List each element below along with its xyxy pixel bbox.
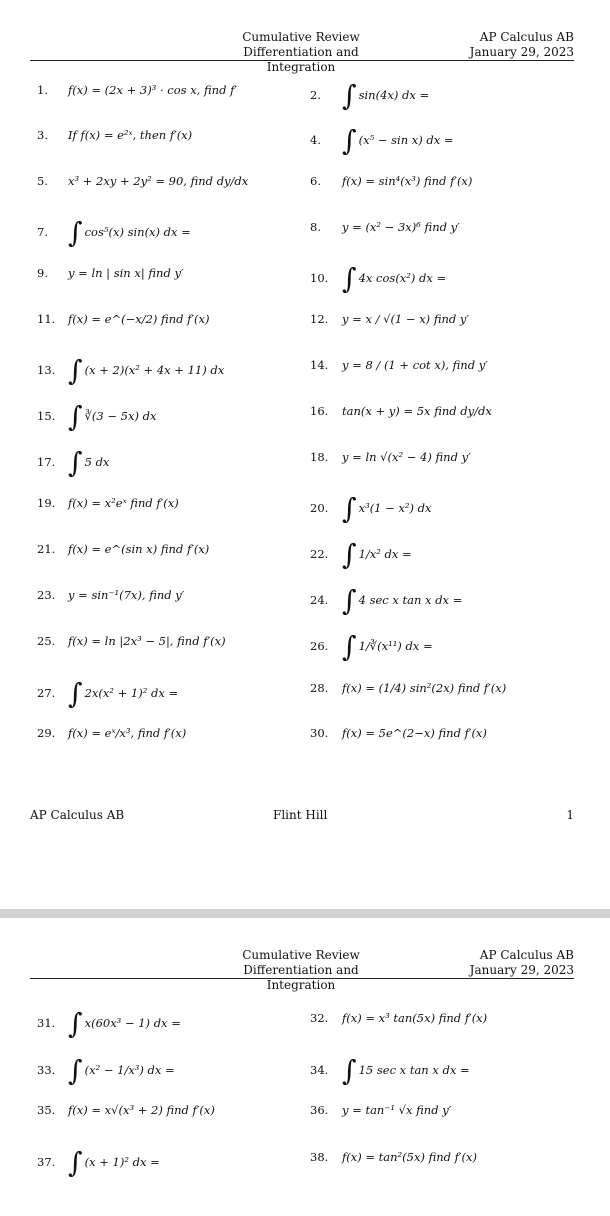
problem-number: 5. [37,174,48,188]
integral-sign-icon: ∫ [68,216,83,249]
problem-text: x(60x³ − 1) dx = [84,1016,181,1030]
problem-12 [310,311,469,327]
problem-17 [37,446,110,479]
problem-37 [37,1146,160,1179]
problem-text: 4x cos(x²) dx = [358,271,447,285]
problem-number: 10. [310,271,329,285]
problem-number: 3. [37,128,48,142]
problem-text: y = 8 / (1 + cot x), find y′ [342,358,488,372]
integral-sign-icon: ∫ [68,677,83,710]
problem-number: 33. [37,1063,56,1077]
worksheet-page-2 [0,918,610,1216]
problem-text: cos⁵(x) sin(x) dx = [84,225,191,239]
problem-27 [37,677,179,710]
problem-text: 4 sec x tan x dx = [358,593,463,607]
problem-number: 14. [310,358,329,372]
problem-text: x³(1 − x²) dx [358,501,432,515]
integral-sign-icon: ∫ [68,1007,83,1040]
problem-text: y = ln √(x² − 4) find y′ [342,450,471,464]
problem-number: 12. [310,312,329,326]
problem-3 [37,127,192,143]
problem-number: 1. [37,83,48,97]
header-date: January 29, 2023 [469,45,574,59]
problem-text: f(x) = sin⁴(x³) find f′(x) [342,174,473,188]
problem-text: y = (x² − 3x)⁶ find y′ [342,220,460,234]
problem-number: 25. [37,634,56,648]
problem-text: f(x) = e^(−x/2) find f′(x) [68,312,210,326]
problem-7 [37,216,191,249]
integral-sign-icon: ∫ [342,1054,357,1087]
problem-text: f(x) = ln |2x³ − 5|, find f′(x) [68,634,226,648]
integral-sign-icon: ∫ [342,262,357,295]
problem-38 [310,1149,477,1165]
problem-8 [310,219,460,235]
problem-number: 15. [37,409,56,423]
header-center [210,948,392,993]
integral-sign-icon: ∫ [68,354,83,387]
problem-36 [310,1102,451,1118]
problem-16 [310,403,492,419]
problem-text: x³ + 2xy + 2y² = 90, find dy/dx [68,174,249,188]
problem-text: f(x) = (1/4) sin²(2x) find f′(x) [342,681,507,695]
problem-text: If f(x) = e²ˣ, then f′(x) [68,128,193,142]
problem-31 [37,1007,181,1040]
footer-course: AP Calculus AB [30,808,125,822]
problem-number: 38. [310,1150,329,1164]
problem-number: 31. [37,1016,56,1030]
page-header [30,30,574,74]
problem-number: 29. [37,726,56,740]
problem-25 [37,633,226,649]
problem-14 [310,357,488,373]
problem-number: 36. [310,1103,329,1117]
integral-sign-icon: ∫ [342,79,357,112]
problem-text: 15 sec x tan x dx = [358,1063,470,1077]
problem-11 [37,311,209,327]
integral-sign-icon: ∫ [342,538,357,571]
problem-text: f(x) = e^(sin x) find f′(x) [68,542,210,556]
problem-text: f(x) = x³ tan(5x) find f′(x) [342,1011,488,1025]
header-course: AP Calculus AB [479,30,574,44]
problem-number: 27. [37,686,56,700]
header-date: January 29, 2023 [469,963,574,977]
problem-35 [37,1102,215,1118]
problem-text: y = tan⁻¹ √x find y′ [342,1103,452,1117]
problem-15 [37,400,157,433]
problem-text: f(x) = eˣ/x³, find f′(x) [68,726,187,740]
problem-21 [37,541,209,557]
problem-number: 17. [37,455,56,469]
problem-text: f(x) = x²eˣ find f′(x) [68,496,179,510]
footer-school: Flint Hill [273,808,328,822]
page-header [30,948,574,992]
problem-text: 2x(x² + 1)² dx = [84,686,179,700]
problem-text: (x² − 1/x³) dx = [84,1063,175,1077]
problem-30 [310,725,487,741]
header-right [470,948,574,978]
problem-text: f(x) = x√(x³ + 2) find f′(x) [68,1103,215,1117]
problem-text: y = x / √(1 − x) find y′ [342,312,470,326]
problem-text: sin(4x) dx = [358,88,430,102]
problem-5 [37,173,248,189]
problem-number: 23. [37,588,56,602]
problem-number: 11. [37,312,56,326]
integral-sign-icon: ∫ [342,492,357,525]
problem-28 [310,680,506,696]
problem-number: 4. [310,133,321,147]
problem-text: f(x) = 5e^(2−x) find f′(x) [342,726,487,740]
integral-sign-icon: ∫ [342,630,357,663]
problem-23 [37,587,184,603]
problem-number: 13. [37,363,56,377]
problem-text: 1/x² dx = [358,547,412,561]
problem-text: f(x) = (2x + 3)³ · cos x, find f′ [68,83,237,97]
problem-10 [310,262,447,295]
problem-text: ∛(3 − 5x) dx [84,409,157,423]
problem-number: 32. [310,1011,329,1025]
problem-text: (x + 1)² dx = [84,1155,160,1169]
problem-number: 6. [310,174,321,188]
problem-22 [310,538,412,571]
problem-text: y = ln | sin x| find y′ [68,266,184,280]
problem-number: 30. [310,726,329,740]
integral-sign-icon: ∫ [68,400,83,433]
header-subtitle: Differentiation and Integration [243,45,359,74]
problem-32 [310,1010,487,1026]
problem-number: 20. [310,501,329,515]
problem-text: (x + 2)(x² + 4x + 11) dx [84,363,225,377]
integral-sign-icon: ∫ [342,584,357,617]
problem-13 [37,354,225,387]
header-title: Cumulative Review [242,30,360,44]
problem-number: 37. [37,1155,56,1169]
problem-number: 35. [37,1103,56,1117]
problem-text: 5 dx [84,455,110,469]
problem-1 [37,82,237,98]
problem-number: 19. [37,496,56,510]
problem-number: 8. [310,220,321,234]
integral-sign-icon: ∫ [342,124,357,157]
problem-9 [37,265,184,281]
problem-24 [310,584,463,617]
problem-number: 16. [310,404,329,418]
problem-number: 9. [37,266,48,280]
integral-sign-icon: ∫ [68,1054,83,1087]
problem-text: (x⁵ − sin x) dx = [358,133,454,147]
integral-sign-icon: ∫ [68,1146,83,1179]
problem-number: 2. [310,88,321,102]
problem-18 [310,449,471,465]
problem-text: tan(x + y) = 5x find dy/dx [342,404,492,418]
problem-text: f(x) = tan²(5x) find f′(x) [342,1150,478,1164]
problem-number: 34. [310,1063,329,1077]
problem-2 [310,79,430,112]
problem-number: 28. [310,681,329,695]
header-course: AP Calculus AB [479,948,574,962]
header-right [470,30,574,60]
problem-20 [310,492,432,525]
header-subtitle: Differentiation and Integration [243,963,359,992]
problem-29 [37,725,186,741]
problem-6 [310,173,472,189]
header-title: Cumulative Review [242,948,360,962]
problem-number: 18. [310,450,329,464]
problem-26 [310,630,433,663]
problem-19 [37,495,179,511]
problem-33 [37,1054,175,1087]
footer-page-number: 1 [566,808,574,822]
problem-4 [310,124,454,157]
integral-sign-icon: ∫ [68,446,83,479]
problem-number: 22. [310,547,329,561]
problem-text: y = sin⁻¹(7x), find y′ [68,588,185,602]
problem-number: 26. [310,639,329,653]
problem-number: 24. [310,593,329,607]
header-center [210,30,392,75]
problem-34 [310,1054,470,1087]
problem-text: 1/∛(x¹¹) dx = [358,639,433,653]
problem-number: 7. [37,225,48,239]
problem-number: 21. [37,542,56,556]
